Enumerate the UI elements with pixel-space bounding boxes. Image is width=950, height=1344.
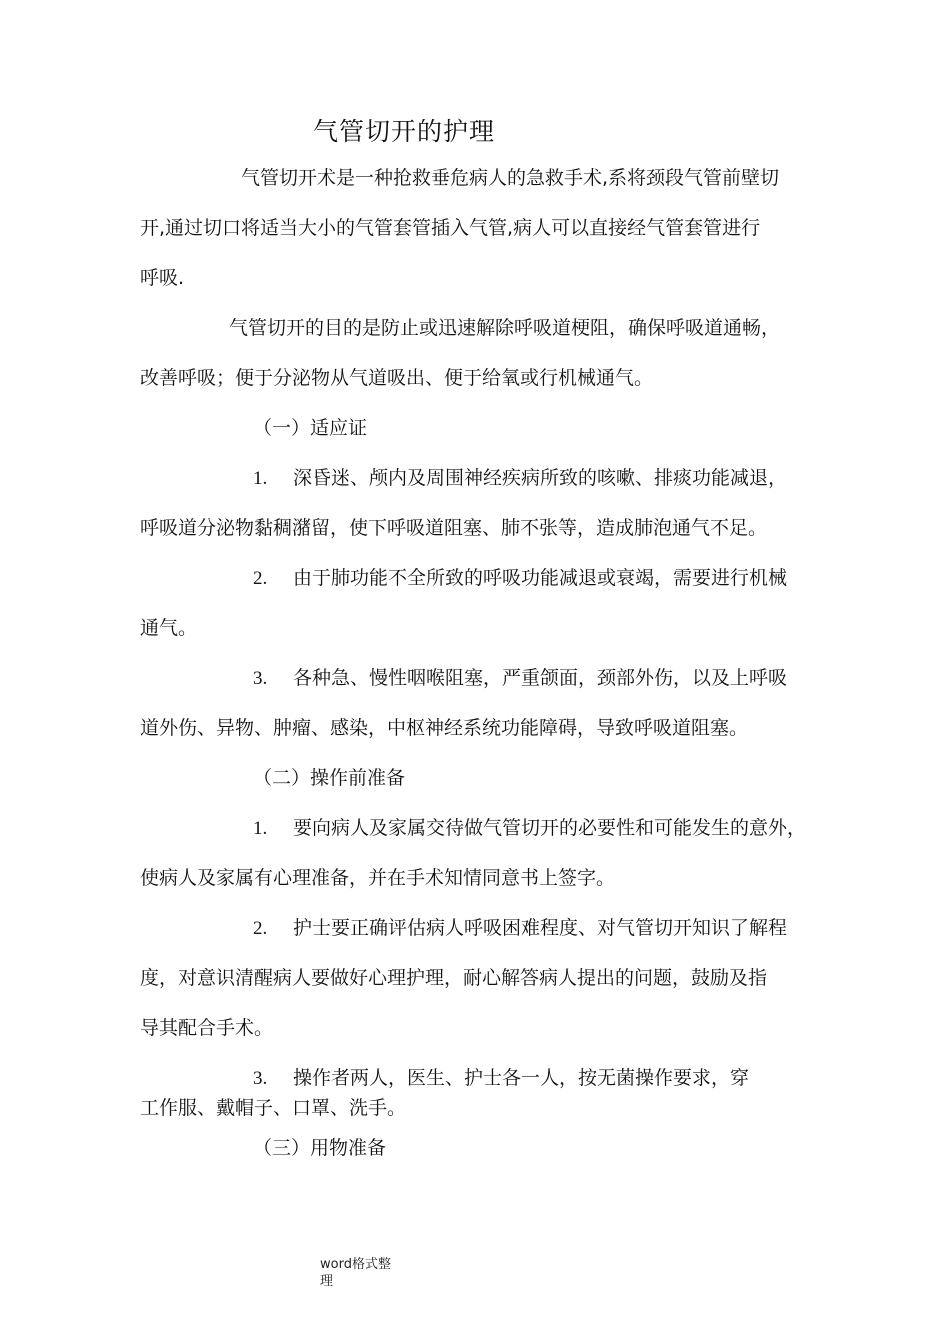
list-item-number: 2. — [253, 918, 268, 939]
list-item-number: 2. — [253, 568, 268, 589]
list-item-text: 深昏迷、颅内及周围神经疾病所致的咳嗽、排痰功能减退， — [293, 467, 788, 489]
list-item-continuation: 工作服、戴帽子、口罩、洗手。 — [140, 1097, 407, 1119]
list-item — [253, 664, 787, 693]
paragraph-intro-line-2: 开,通过切口将适当大小的气管套管插入气管,病人可以直接经气管套管进行 — [140, 217, 761, 239]
list-item-continuation: 道外伤、异物、肿瘤、感染，中枢神经系统功能障碍，导致呼吸道阻塞。 — [140, 717, 749, 739]
list-item-number: 3. — [253, 1068, 268, 1089]
list-item-continuation: 通气。 — [140, 617, 198, 639]
list-item — [253, 464, 787, 493]
list-item — [253, 914, 787, 943]
list-item-continuation: 呼吸道分泌物黏稠潴留，使下呼吸道阻塞、肺不张等，造成肺泡通气不足。 — [140, 517, 768, 539]
list-item-number: 1. — [253, 818, 268, 839]
list-item-continuation: 度，对意识清醒病人要做好心理护理，耐心解答病人提出的问题，鼓励及指 — [140, 967, 768, 989]
list-item-number: 3. — [253, 668, 268, 689]
list-item — [253, 1064, 749, 1093]
section-heading-preparation: （二）操作前准备 — [253, 767, 406, 789]
paragraph-purpose-line-2: 改善呼吸；便于分泌物从气道吸出、便于给氧或行机械通气。 — [140, 367, 654, 389]
list-item-continuation: 使病人及家属有心理准备，并在手术知情同意书上签字。 — [140, 867, 616, 889]
page-footer: word格式整理 — [320, 1257, 391, 1289]
list-item-text: 要向病人及家属交待做气管切开的必要性和可能发生的意外， — [293, 817, 807, 839]
section-heading-supplies: （三）用物准备 — [253, 1137, 387, 1159]
list-item — [253, 814, 806, 843]
section-heading-indications: （一）适应证 — [253, 417, 368, 439]
list-item-continuation: 导其配合手术。 — [140, 1017, 274, 1039]
document-title: 气管切开的护理 — [313, 117, 496, 146]
list-item-text: 各种急、慢性咽喉阻塞，严重颌面，颈部外伤，以及上呼吸 — [293, 667, 788, 689]
paragraph-intro-line-3: 呼吸. — [140, 267, 185, 289]
list-item-number: 1. — [253, 468, 268, 489]
paragraph-intro-line-1: 气管切开术是一种抢救垂危病人的急救手术,系将颈段气管前壁切 — [241, 167, 780, 189]
list-item-text: 护士要正确评估病人呼吸困难程度、对气管切开知识了解程 — [293, 917, 788, 939]
paragraph-purpose-line-1: 气管切开的目的是防止或迅速解除呼吸道梗阻，确保呼吸道通畅， — [229, 317, 781, 339]
list-item-text: 由于肺功能不全所致的呼吸功能减退或衰竭，需要进行机械 — [293, 567, 788, 589]
list-item-text: 操作者两人，医生、护士各一人，按无菌操作要求，穿 — [293, 1067, 750, 1089]
list-item — [253, 564, 787, 593]
